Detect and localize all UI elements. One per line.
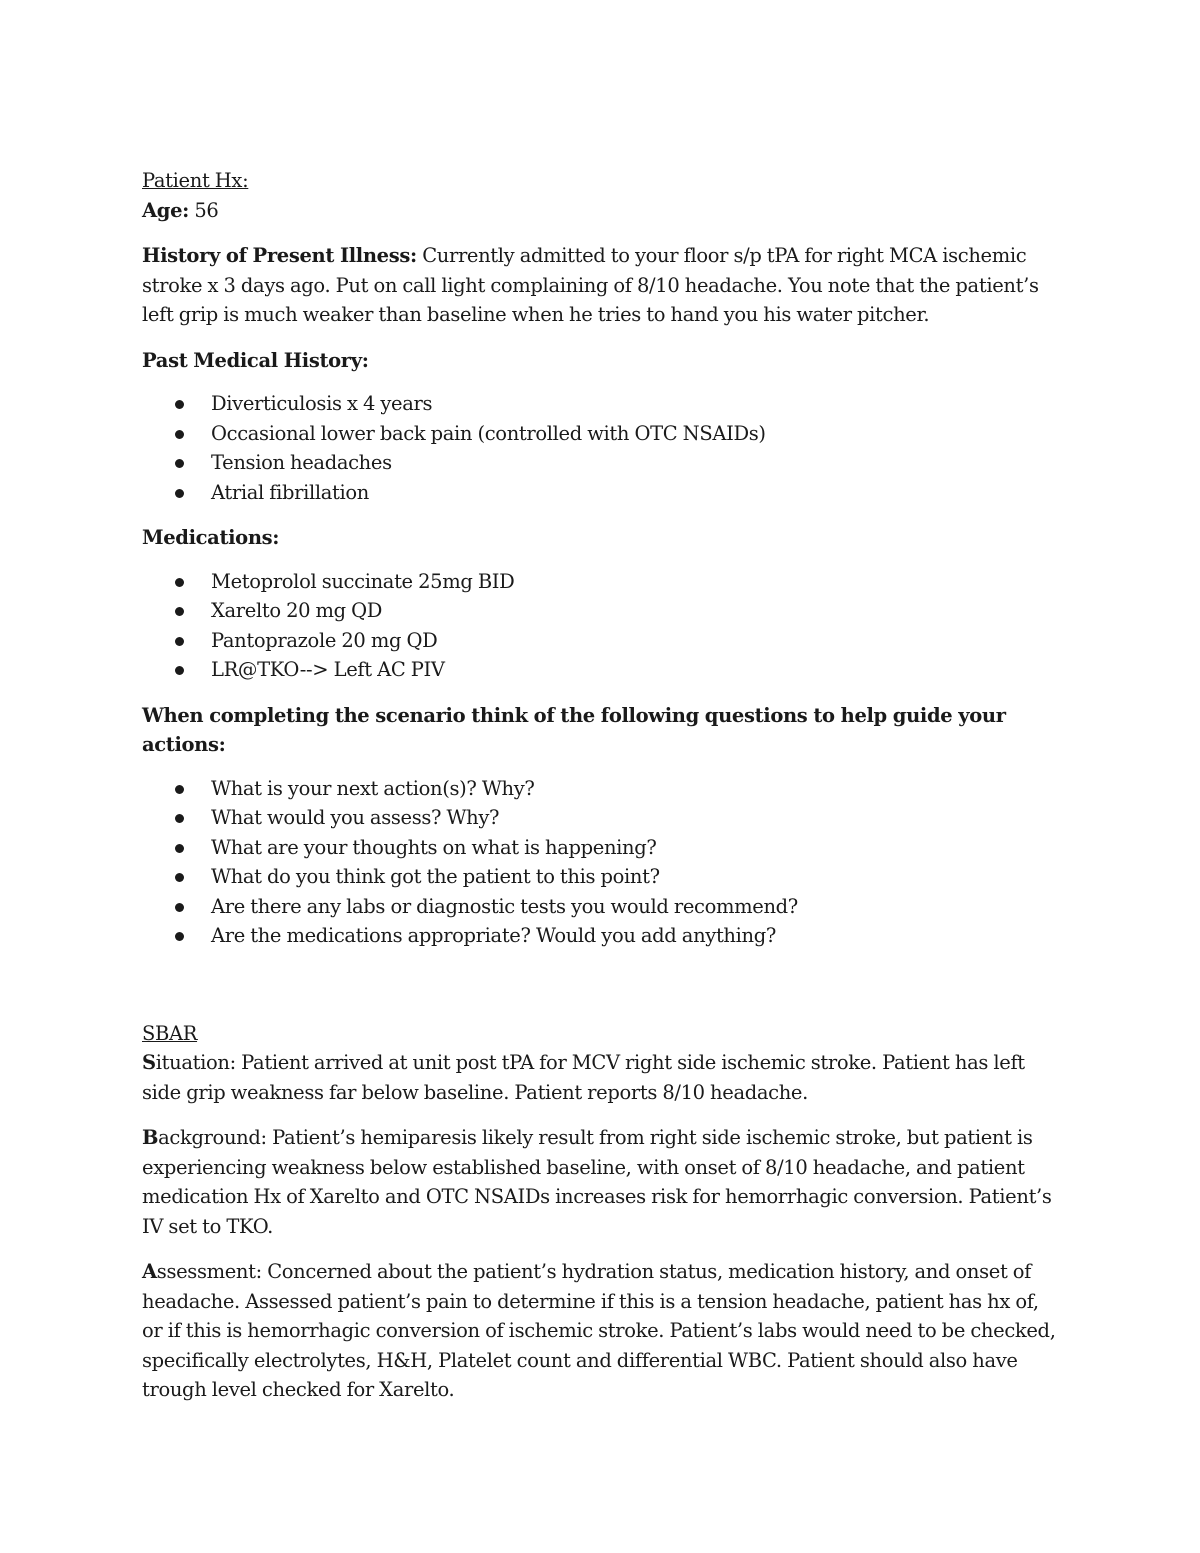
bullet-icon <box>175 666 184 675</box>
list-item: Xarelto 20 mg QD <box>142 596 1062 626</box>
patient-hx-heading: Patient Hx: <box>142 169 249 192</box>
list-item: Tension headaches <box>142 448 1062 478</box>
list-item: What are your thoughts on what is happening? <box>142 833 1062 863</box>
past-medical-history-list <box>142 389 1062 507</box>
bullet-icon <box>175 814 184 823</box>
age-label: Age: <box>142 198 189 222</box>
medications-heading: Medications: <box>142 526 280 549</box>
sbar-assessment: Assessment: Concerned about the patient’s hydration status, medication history, and onset of headache. Assessed patient’s pain to determine if this is a tension headache, patient has hx of, or if this is hemorrhagic conversion of ischemic stroke. Patient’s labs would need to be checked, specifically electrolytes, H&H, Platelet count and differential WBC. Patient should also have trough level checked for Xarelto. <box>142 1260 1056 1401</box>
sbar-situation: Situation: Patient arrived at unit post tPA for MCV right side ischemic stroke. Patient has left side grip weakness far below baseline. Patient reports 8/10 headache. <box>142 1051 1025 1104</box>
questions-heading: When completing the scenario think of the following questions to help guide your actions: <box>142 703 1006 756</box>
bullet-icon <box>175 430 184 439</box>
list-item: What would you assess? Why? <box>142 803 1062 833</box>
list-item: Occasional lower back pain (controlled with OTC NSAIDs) <box>142 419 1062 449</box>
bullet-icon <box>175 932 184 941</box>
hpi-label: History of Present Illness: <box>142 244 417 267</box>
list-item: Diverticulosis x 4 years <box>142 389 1062 419</box>
bullet-icon <box>175 459 184 468</box>
questions-list <box>142 774 1062 951</box>
list-item: Pantoprazole 20 mg QD <box>142 626 1062 656</box>
bullet-icon <box>175 873 184 882</box>
bullet-icon <box>175 785 184 794</box>
age-value: 56 <box>194 198 219 222</box>
bullet-icon <box>175 400 184 409</box>
medications-list <box>142 567 1062 685</box>
list-item: What is your next action(s)? Why? <box>142 774 1062 804</box>
list-item: What do you think got the patient to this point? <box>142 862 1062 892</box>
list-item: Are the medications appropriate? Would you add anything? <box>142 921 1062 951</box>
bullet-icon <box>175 844 184 853</box>
age-line <box>142 196 1062 226</box>
bullet-icon <box>175 607 184 616</box>
sbar-background: Background: Patient’s hemiparesis likely result from right side ischemic stroke, but patient is experiencing weakness below established baseline, with onset of 8/10 headache, and patient medication Hx of Xarelto and OTC NSAIDs increases risk for hemorrhagic conversion. Patient’s IV set to TKO. <box>142 1126 1052 1238</box>
list-item: LR@TKO--> Left AC PIV <box>142 655 1062 685</box>
past-medical-history-heading: Past Medical History: <box>142 348 369 372</box>
history-present-illness <box>142 241 1062 330</box>
bullet-icon <box>175 578 184 587</box>
sbar-title: SBAR <box>142 1021 198 1045</box>
list-item: Are there any labs or diagnostic tests you would recommend? <box>142 892 1062 922</box>
bullet-icon <box>175 903 184 912</box>
list-item: Metoprolol succinate 25mg BID <box>142 567 1062 597</box>
bullet-icon <box>175 489 184 498</box>
document-body <box>142 166 1062 1405</box>
bullet-icon <box>175 637 184 646</box>
hpi-text: Currently admitted to your floor s/p tPA for right MCA ischemic stroke x 3 days ago. Put on call light complaining of 8/10 headache. You note that the patient’s left grip is much weaker than baseline when he tries to hand you his water pitcher. <box>142 244 1039 326</box>
list-item: Atrial fibrillation <box>142 478 1062 508</box>
